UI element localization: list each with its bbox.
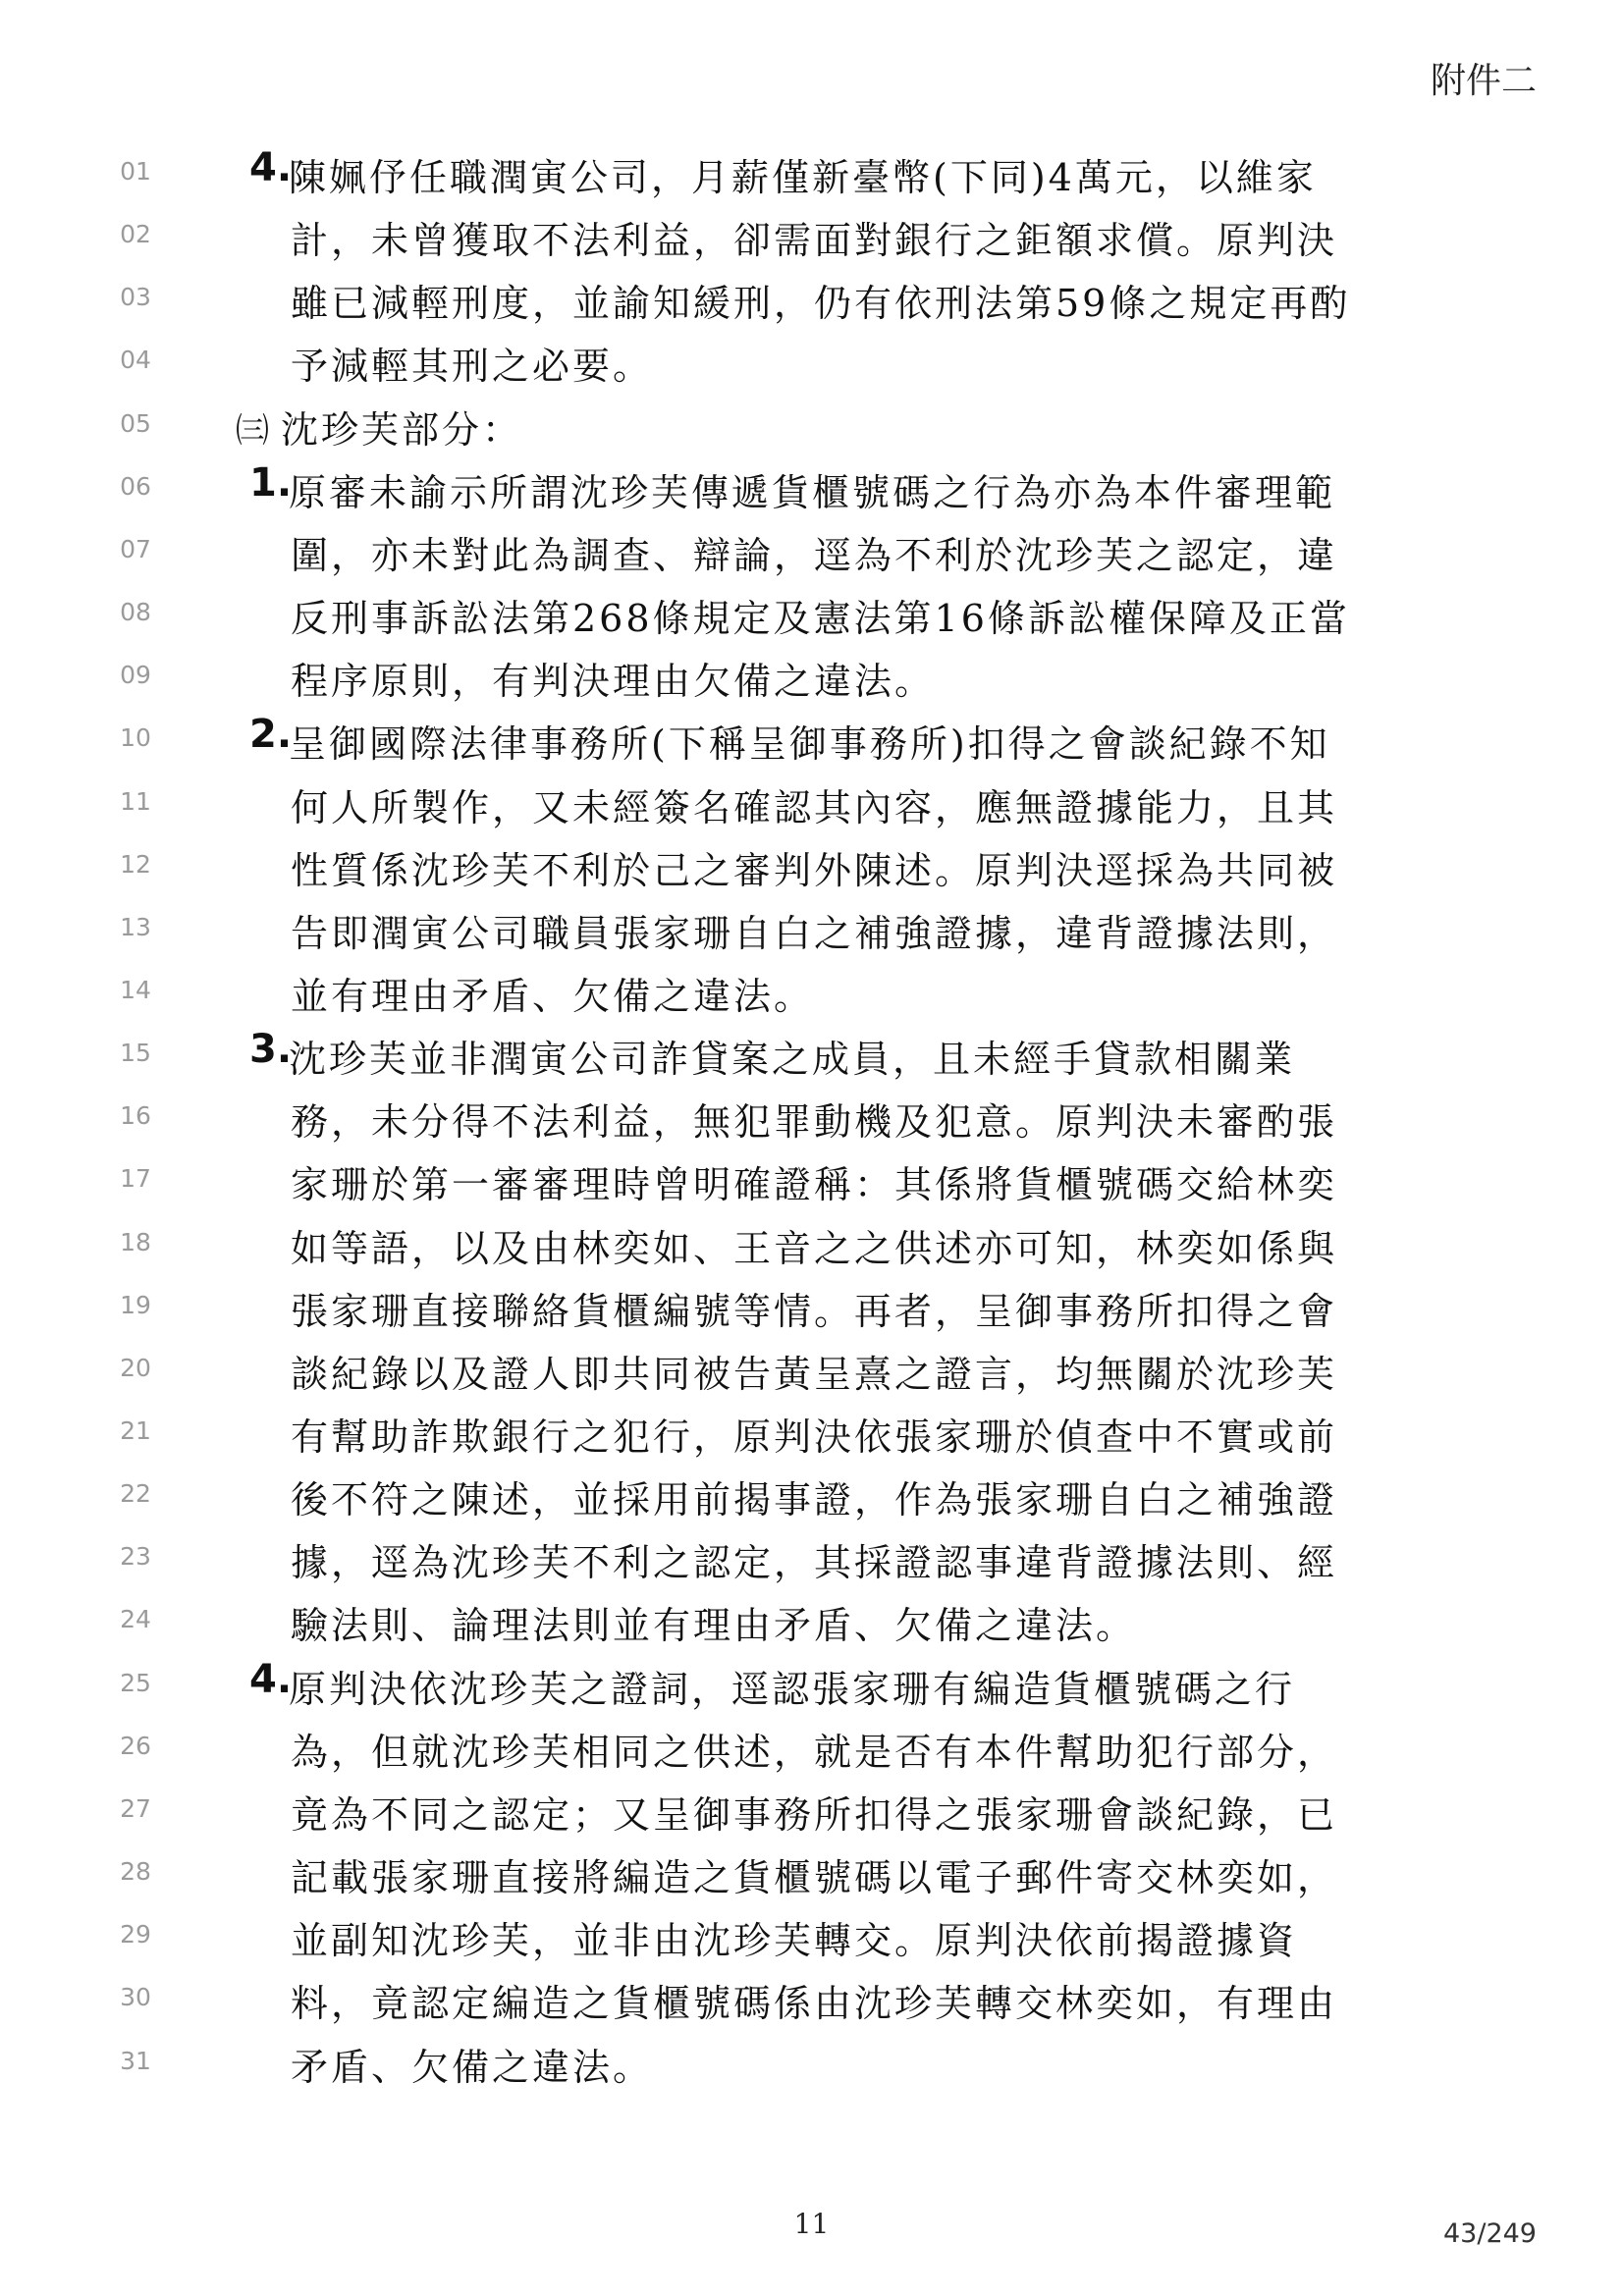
line-text: 反刑事訴訟法第268條規定及憲法第16條訴訟權保障及正當 [291,597,1350,641]
line-text: 陳姵伃任職潤寅公司，月薪僅新臺幣(下同)4萬元，以維家 [289,156,1317,199]
line-number: 23 [120,1542,151,1572]
line-number: 14 [120,975,151,1004]
list-marker: 3. [249,1027,293,1073]
line-text: 予減輕其刑之必要。 [291,345,654,389]
line-number: 16 [120,1101,151,1131]
line-text: 家珊於第一審審理時曾明確證稱：其係將貨櫃號碼交給林奕 [291,1163,1338,1207]
page-count: 43/249 [1443,2218,1537,2249]
line-number: 15 [120,1039,151,1068]
line-text: 為，但就沈珍芙相同之供述，就是否有本件幫助犯行部分， [291,1730,1338,1774]
line-text: 據，逕為沈珍芙不利之認定，其採證認事違背證據法則、經 [291,1541,1338,1585]
list-marker: ㈢ [236,410,269,451]
line-number: 08 [120,598,151,627]
line-text: 並有理由矛盾、欠備之違法。 [291,974,815,1018]
document-line [0,332,1623,395]
line-number: 02 [120,220,151,249]
document-line [0,521,1623,584]
line-text: 如等語，以及由林奕如、王音之之供述亦可知，林奕如係與 [291,1226,1338,1270]
line-text: 圍，亦未對此為調查、辯論，逕為不利於沈珍芙之認定，違 [291,533,1338,577]
list-marker: 4. [249,1656,293,1702]
line-text: 記載張家珊直接將編造之貨櫃號碼以電子郵件寄交林奕如， [291,1856,1338,1900]
line-number: 20 [120,1353,151,1382]
document-line [0,1528,1623,1591]
list-marker: 1. [249,459,293,506]
document-line [0,1340,1623,1403]
line-number: 04 [120,346,151,375]
document-line [0,1591,1623,1654]
line-text: 談紀錄以及證人即共同被告黃呈熹之證言，均無關於沈珍芙 [291,1352,1338,1396]
document-line [0,710,1623,773]
line-number: 22 [120,1479,151,1509]
line-number: 05 [120,408,151,438]
document-line [0,836,1623,899]
line-text: 沈珍芙並非潤寅公司詐貸案之成員，且未經手貸款相關業 [289,1038,1296,1082]
document-line [0,962,1623,1025]
document-line [0,1214,1623,1277]
document-line [0,1718,1623,1781]
document-line [0,143,1623,206]
document-line [0,584,1623,647]
line-number: 06 [120,471,151,501]
line-number: 07 [120,534,151,563]
attachment-label: 附件二 [1430,61,1537,101]
line-number: 18 [120,1227,151,1256]
page-number: 11 [793,2208,830,2240]
line-text: 告即潤寅公司職員張家珊自白之補強證據，違背證據法則， [291,911,1338,955]
document-line [0,1969,1623,2032]
document-line [0,1403,1623,1466]
line-number: 26 [120,1731,151,1760]
line-number: 03 [120,283,151,312]
line-text: 原判決依沈珍芙之證詞，逕認張家珊有編造貨櫃號碼之行 [289,1667,1296,1711]
line-number: 19 [120,1290,151,1319]
line-text: 有幫助詐欺銀行之犯行，原判決依張家珊於偵查中不實或前 [291,1415,1338,1459]
line-text: 沈珍芙部分： [281,407,523,452]
document-line [0,206,1623,269]
list-marker: 2. [249,712,293,758]
document-line [0,899,1623,962]
line-text: 計，未曾獲取不法利益，卻需面對銀行之鉅額求償。原判決 [291,219,1338,263]
document-line [0,1843,1623,1906]
line-number: 21 [120,1416,151,1445]
document-line [0,1025,1623,1088]
line-number: 27 [120,1793,151,1823]
line-number: 13 [120,912,151,941]
document-line [0,1466,1623,1528]
line-number: 12 [120,849,151,879]
line-number: 11 [120,786,151,816]
document-line [0,647,1623,710]
document-line [0,396,1623,458]
line-text: 呈御國際法律事務所(下稱呈御事務所)扣得之會談紀錄不知 [289,722,1330,767]
line-text: 驗法則、論理法則並有理由矛盾、欠備之違法。 [291,1604,1137,1648]
line-text: 並副知沈珍芙，並非由沈珍芙轉交。原判決依前揭證據資 [291,1919,1298,1963]
document-line [0,1277,1623,1340]
line-number: 01 [120,157,151,186]
line-number: 09 [120,661,151,690]
document-line [0,1655,1623,1718]
document-line [0,1088,1623,1150]
line-number: 30 [120,1983,151,2012]
line-number: 29 [120,1920,151,1949]
list-marker: 4. [249,145,293,190]
line-number: 31 [120,2046,151,2075]
line-number: 17 [120,1164,151,1194]
line-number: 28 [120,1857,151,1887]
document-line [0,1150,1623,1213]
line-text: 雖已減輕刑度，並諭知緩刑，仍有依刑法第59條之規定再酌 [291,282,1351,326]
line-text: 料，竟認定編造之貨櫃號碼係由沈珍芙轉交林奕如，有理由 [291,1982,1338,2026]
document-line [0,269,1623,332]
document-line [0,774,1623,836]
line-text: 矛盾、欠備之違法。 [291,2045,654,2089]
line-text: 何人所製作，又未經簽名確認其內容，應無證據能力，且其 [291,785,1338,829]
document-line [0,2033,1623,2096]
line-text: 程序原則，有判決理由欠備之違法。 [291,660,936,704]
line-text: 務，未分得不法利益，無犯罪動機及犯意。原判決未審酌張 [291,1100,1338,1145]
document-line [0,458,1623,521]
line-number: 25 [120,1668,151,1697]
line-number: 10 [120,723,151,753]
line-text: 性質係沈珍芙不利於己之審判外陳述。原判決逕採為共同被 [291,848,1338,892]
line-text: 竟為不同之認定；又呈御事務所扣得之張家珊會談紀錄，已 [291,1792,1338,1837]
line-text: 後不符之陳述，並採用前揭事證，作為張家珊自白之補強證 [291,1478,1338,1522]
line-text: 原審未諭示所謂沈珍芙傳遞貨櫃號碼之行為亦為本件審理範 [289,470,1336,514]
document-line [0,1781,1623,1843]
line-text: 張家珊直接聯絡貨櫃編號等情。再者，呈御事務所扣得之會 [291,1289,1338,1333]
line-number: 24 [120,1605,151,1634]
document-line [0,1906,1623,1969]
